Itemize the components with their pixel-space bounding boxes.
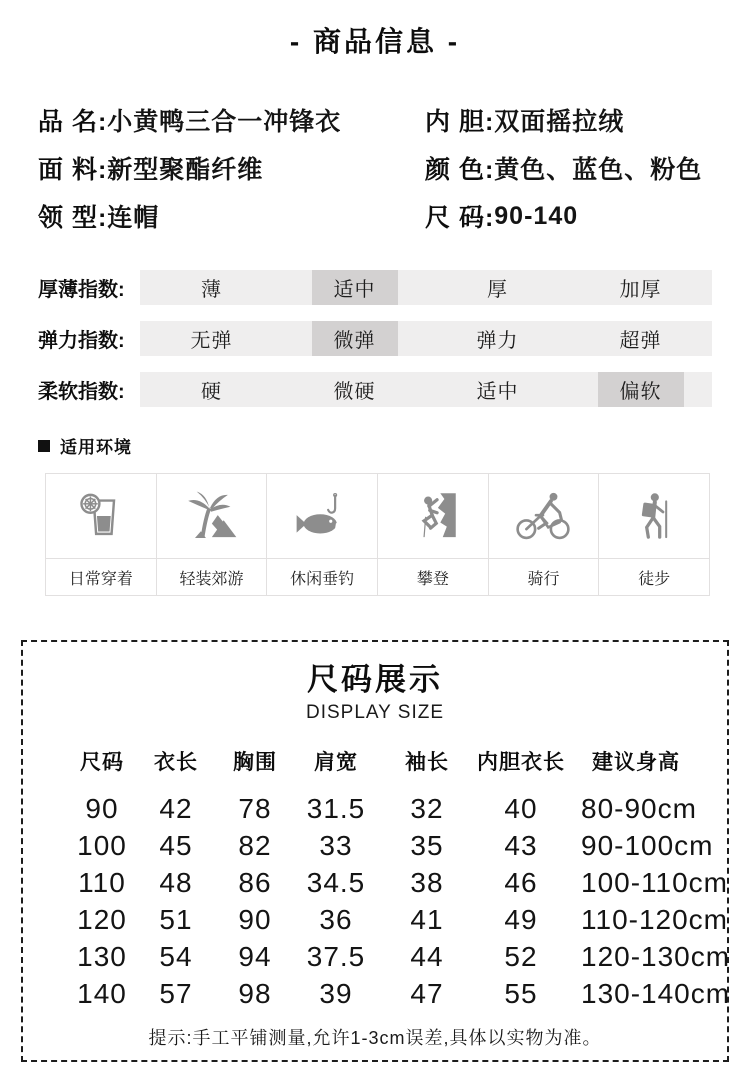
- index-label: 柔软指数:: [38, 381, 125, 403]
- column-header: 内胆衣长: [477, 751, 565, 774]
- table-row: [67, 790, 707, 827]
- index-option: [140, 321, 283, 356]
- index-option: [569, 270, 712, 305]
- info-value: 连帽: [107, 204, 160, 232]
- environment-cell: [46, 474, 157, 596]
- info-value: 小黄鸭三合一冲锋衣: [107, 108, 342, 136]
- index-option-label: 硬: [201, 381, 222, 403]
- size-cell: 57: [159, 977, 193, 1009]
- size-cell: 31.5: [306, 792, 366, 824]
- size-table: [67, 734, 731, 1012]
- index-option: [426, 270, 569, 305]
- column-header: 衣长: [154, 751, 198, 774]
- size-cell: 45: [159, 829, 193, 861]
- climber-icon: [378, 474, 488, 558]
- size-cell: 33: [319, 829, 353, 861]
- size-cell: 80-90cm: [581, 792, 697, 824]
- size-chart: [21, 640, 729, 1062]
- palm-tree-icon: [157, 474, 267, 558]
- environment-label: 休闲垂钓: [267, 558, 377, 595]
- size-cell: 39: [319, 977, 353, 1009]
- index-bar: [140, 321, 712, 356]
- size-cell: 32: [410, 792, 444, 824]
- environments-header: [38, 433, 712, 458]
- size-cell: 43: [504, 829, 538, 861]
- index-option-label: 加厚: [619, 279, 662, 301]
- size-cell: 38: [410, 866, 444, 898]
- info-row: [38, 144, 425, 192]
- size-cell: 36: [319, 903, 353, 935]
- index-row: [38, 270, 712, 305]
- info-label: 尺 码:: [425, 204, 495, 232]
- info-value: 90-140: [494, 201, 579, 230]
- index-option-selected: [283, 270, 426, 305]
- size-chart-subtitle: DISPLAY SIZE: [305, 702, 444, 723]
- environments-header-label: 适用环境: [60, 438, 132, 457]
- size-cell: 86: [238, 866, 272, 898]
- size-table-body: [67, 790, 731, 1012]
- info-row: [425, 192, 750, 240]
- info-value: 新型聚酯纤维: [107, 156, 264, 184]
- info-label: 领 型:: [38, 204, 108, 232]
- index-option-label: 厚: [487, 279, 508, 301]
- index-option: [426, 372, 569, 407]
- size-cell: 42: [159, 792, 193, 824]
- index-option: [283, 372, 426, 407]
- environments-grid: [45, 473, 710, 596]
- page-title: - 商品信息 -: [289, 26, 461, 57]
- size-cell: 48: [159, 866, 193, 898]
- environment-cell: [157, 474, 268, 596]
- info-row: [425, 96, 750, 144]
- environment-label: 骑行: [489, 558, 599, 595]
- size-cell: 51: [159, 903, 193, 935]
- environment-label: 日常穿着: [46, 558, 156, 595]
- info-row: [425, 144, 750, 192]
- info-value: 双面摇拉绒: [494, 108, 625, 136]
- size-cell: 94: [238, 940, 272, 972]
- index-option-selected: [283, 321, 426, 356]
- index-option-label: 微硬: [333, 381, 376, 403]
- size-cell: 47: [410, 977, 444, 1009]
- environments-section: [38, 433, 712, 596]
- size-cell: 140: [77, 977, 127, 1009]
- size-cell: 90: [85, 792, 119, 824]
- size-cell: 35: [410, 829, 444, 861]
- info-label: 内 胆:: [425, 108, 495, 136]
- index-option-label: 无弹: [190, 330, 233, 352]
- column-header: 胸围: [233, 751, 277, 774]
- size-table-header-row: [67, 734, 707, 790]
- size-cell: 54: [159, 940, 193, 972]
- table-row: [67, 938, 707, 975]
- info-column-right: [425, 96, 750, 240]
- index-bar: [140, 372, 712, 407]
- hiker-icon: [599, 474, 709, 558]
- index-option-label: 弹力: [476, 330, 519, 352]
- index-bars-section: [38, 270, 712, 407]
- size-cell: 120: [77, 903, 127, 935]
- size-cell: 49: [504, 903, 538, 935]
- size-cell: 100-110cm: [581, 866, 729, 898]
- info-value: 黄色、蓝色、粉色: [494, 156, 703, 184]
- info-label: 颜 色:: [425, 156, 495, 184]
- size-cell: 120-130cm: [581, 940, 731, 972]
- info-row: [38, 96, 425, 144]
- square-bullet-icon: [38, 440, 50, 452]
- environment-label: 轻装郊游: [157, 558, 267, 595]
- size-cell: 34.5: [306, 866, 366, 898]
- size-cell: 46: [504, 866, 538, 898]
- size-chart-note: 提示:手工平铺测量,允许1-3cm误差,具体以实物为准。: [148, 1028, 602, 1048]
- table-row: [67, 864, 707, 901]
- size-cell: 55: [504, 977, 538, 1009]
- index-option: [140, 270, 283, 305]
- index-option-selected: [569, 372, 712, 407]
- index-option-label: 超弹: [619, 330, 662, 352]
- index-option-label: 适中: [476, 381, 519, 403]
- environment-label: 攀登: [378, 558, 488, 595]
- size-cell: 110-120cm: [581, 903, 729, 935]
- index-label: 厚薄指数:: [38, 279, 125, 301]
- size-cell: 130: [77, 940, 127, 972]
- product-info-section: [38, 96, 750, 240]
- size-cell: 78: [238, 792, 272, 824]
- cyclist-icon: [489, 474, 599, 558]
- index-option: [426, 321, 569, 356]
- size-cell: 130-140cm: [581, 977, 731, 1009]
- size-cell: 98: [238, 977, 272, 1009]
- size-cell: 110: [78, 866, 126, 898]
- info-column-left: [38, 96, 425, 240]
- index-row: [38, 372, 712, 407]
- index-bar: [140, 270, 712, 305]
- size-cell: 52: [504, 940, 538, 972]
- index-option-label: 适中: [312, 270, 398, 305]
- info-label: 面 料:: [38, 156, 108, 184]
- column-header: 袖长: [405, 751, 449, 774]
- info-label: 品 名:: [38, 108, 108, 136]
- size-cell: 90: [238, 903, 272, 935]
- environment-cell: [267, 474, 378, 596]
- index-option-label: 微弹: [312, 321, 398, 356]
- column-header: 肩宽: [314, 751, 358, 774]
- index-option-label: 薄: [201, 279, 222, 301]
- fish-icon: [267, 474, 377, 558]
- size-cell: 40: [504, 792, 538, 824]
- environment-cell: [599, 474, 710, 596]
- size-cell: 44: [410, 940, 444, 972]
- table-row: [67, 827, 707, 864]
- size-cell: 41: [410, 903, 444, 935]
- index-row: [38, 321, 712, 356]
- index-label: 弹力指数:: [38, 330, 125, 352]
- size-cell: 90-100cm: [581, 829, 714, 861]
- column-header: 建议身高: [592, 751, 680, 774]
- index-option: [569, 321, 712, 356]
- index-option: [140, 372, 283, 407]
- table-row: [67, 901, 707, 938]
- index-option-label: 偏软: [598, 372, 684, 407]
- size-cell: 82: [238, 829, 272, 861]
- environment-cell: [489, 474, 600, 596]
- environment-cell: [378, 474, 489, 596]
- size-table-head: [67, 734, 707, 790]
- column-header: 尺码: [80, 751, 124, 774]
- size-cell: 100: [77, 829, 127, 861]
- drink-icon: [46, 474, 156, 558]
- info-row: [38, 192, 425, 240]
- environment-label: 徒步: [599, 558, 709, 595]
- table-row: [67, 975, 707, 1012]
- size-chart-title: 尺码展示: [307, 662, 443, 697]
- size-cell: 37.5: [306, 940, 366, 972]
